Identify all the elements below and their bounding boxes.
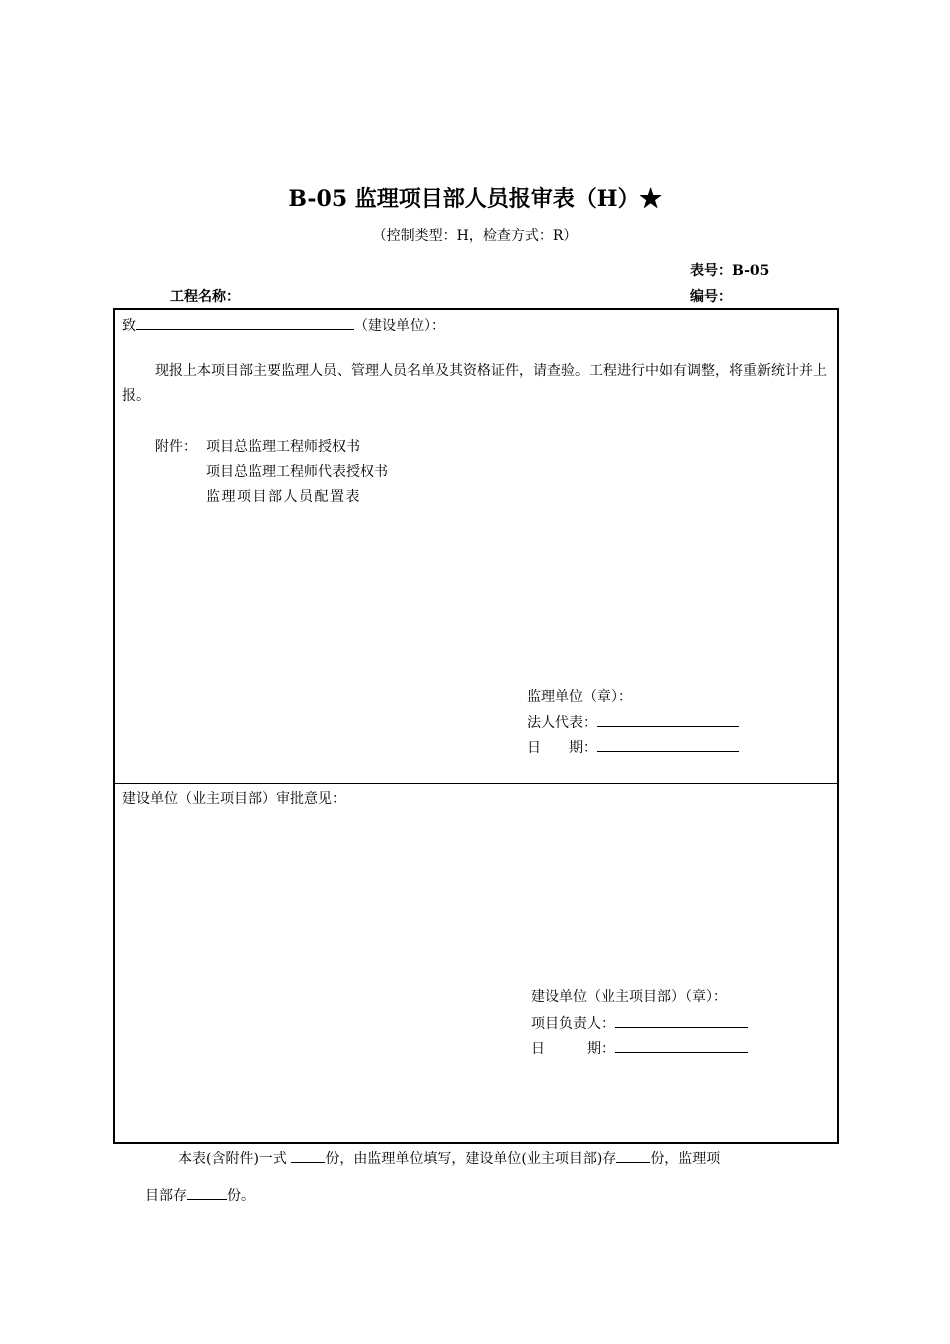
owner-unit-seal-label: 建设单位（业主项目部）（章）： — [531, 989, 727, 1005]
project-leader-label: 项目负责人： — [531, 1016, 615, 1032]
owner-date-line — [531, 1037, 748, 1059]
footer-text: 份，由监理单位填写，建设单位(业主项目部)存 — [325, 1151, 617, 1167]
owner-date-label: 日 期： — [531, 1041, 615, 1057]
attachment-item: 项目总监理工程师授权书 — [206, 439, 360, 455]
project-name-label: 工程名称： — [170, 289, 240, 305]
project-leader-line — [531, 1012, 748, 1034]
addressee-blank[interactable] — [136, 314, 354, 330]
legal-representative-label: 法人代表： — [527, 715, 597, 731]
footer-text: 本表(含附件)一式 — [178, 1151, 292, 1167]
footer-note-line-1 — [178, 1147, 720, 1170]
addressee-prefix: 致 — [122, 318, 136, 334]
copies-supervision-blank[interactable] — [187, 1184, 227, 1200]
section-divider — [113, 783, 839, 784]
addressee-line — [122, 314, 445, 336]
supervision-date-blank[interactable] — [597, 736, 739, 752]
copies-total-blank[interactable] — [291, 1147, 325, 1163]
form-number-label: 表号：B-05 — [690, 263, 770, 279]
footer-text: 份，监理项 — [650, 1151, 721, 1167]
page-title: B-05 监理项目部人员报审表（H）★ — [288, 186, 662, 212]
report-body-text: 现报上本项目部主要监理人员、管理人员名单及其资格证件，请查验。工程进行中如有调整，将重新统计并上报。 — [122, 363, 827, 404]
owner-date-blank[interactable] — [615, 1037, 748, 1053]
approval-opinion-heading: 建设单位（业主项目部）审批意见： — [122, 791, 346, 807]
attachment-item: 项目总监理工程师代表授权书 — [206, 464, 388, 480]
legal-representative-line — [527, 711, 739, 733]
supervision-date-line — [527, 736, 739, 758]
attachments-label: 附件： — [155, 439, 197, 455]
project-leader-blank[interactable] — [615, 1012, 748, 1028]
addressee-suffix: （建设单位）： — [354, 318, 445, 334]
supervision-date-label: 日 期： — [527, 740, 597, 756]
footer-text: 目部存 — [145, 1188, 187, 1204]
serial-number-label: 编号： — [690, 289, 732, 305]
footer-note-line-2 — [145, 1184, 255, 1207]
legal-representative-blank[interactable] — [597, 711, 739, 727]
footer-text: 份。 — [227, 1188, 255, 1204]
copies-owner-blank[interactable] — [616, 1147, 650, 1163]
control-type-subtitle: （控制类型：H，检查方式：R） — [372, 228, 578, 244]
attachment-item: 监理项目部人员配置表 — [206, 489, 361, 505]
supervision-unit-seal-label: 监理单位（章）： — [527, 689, 632, 705]
